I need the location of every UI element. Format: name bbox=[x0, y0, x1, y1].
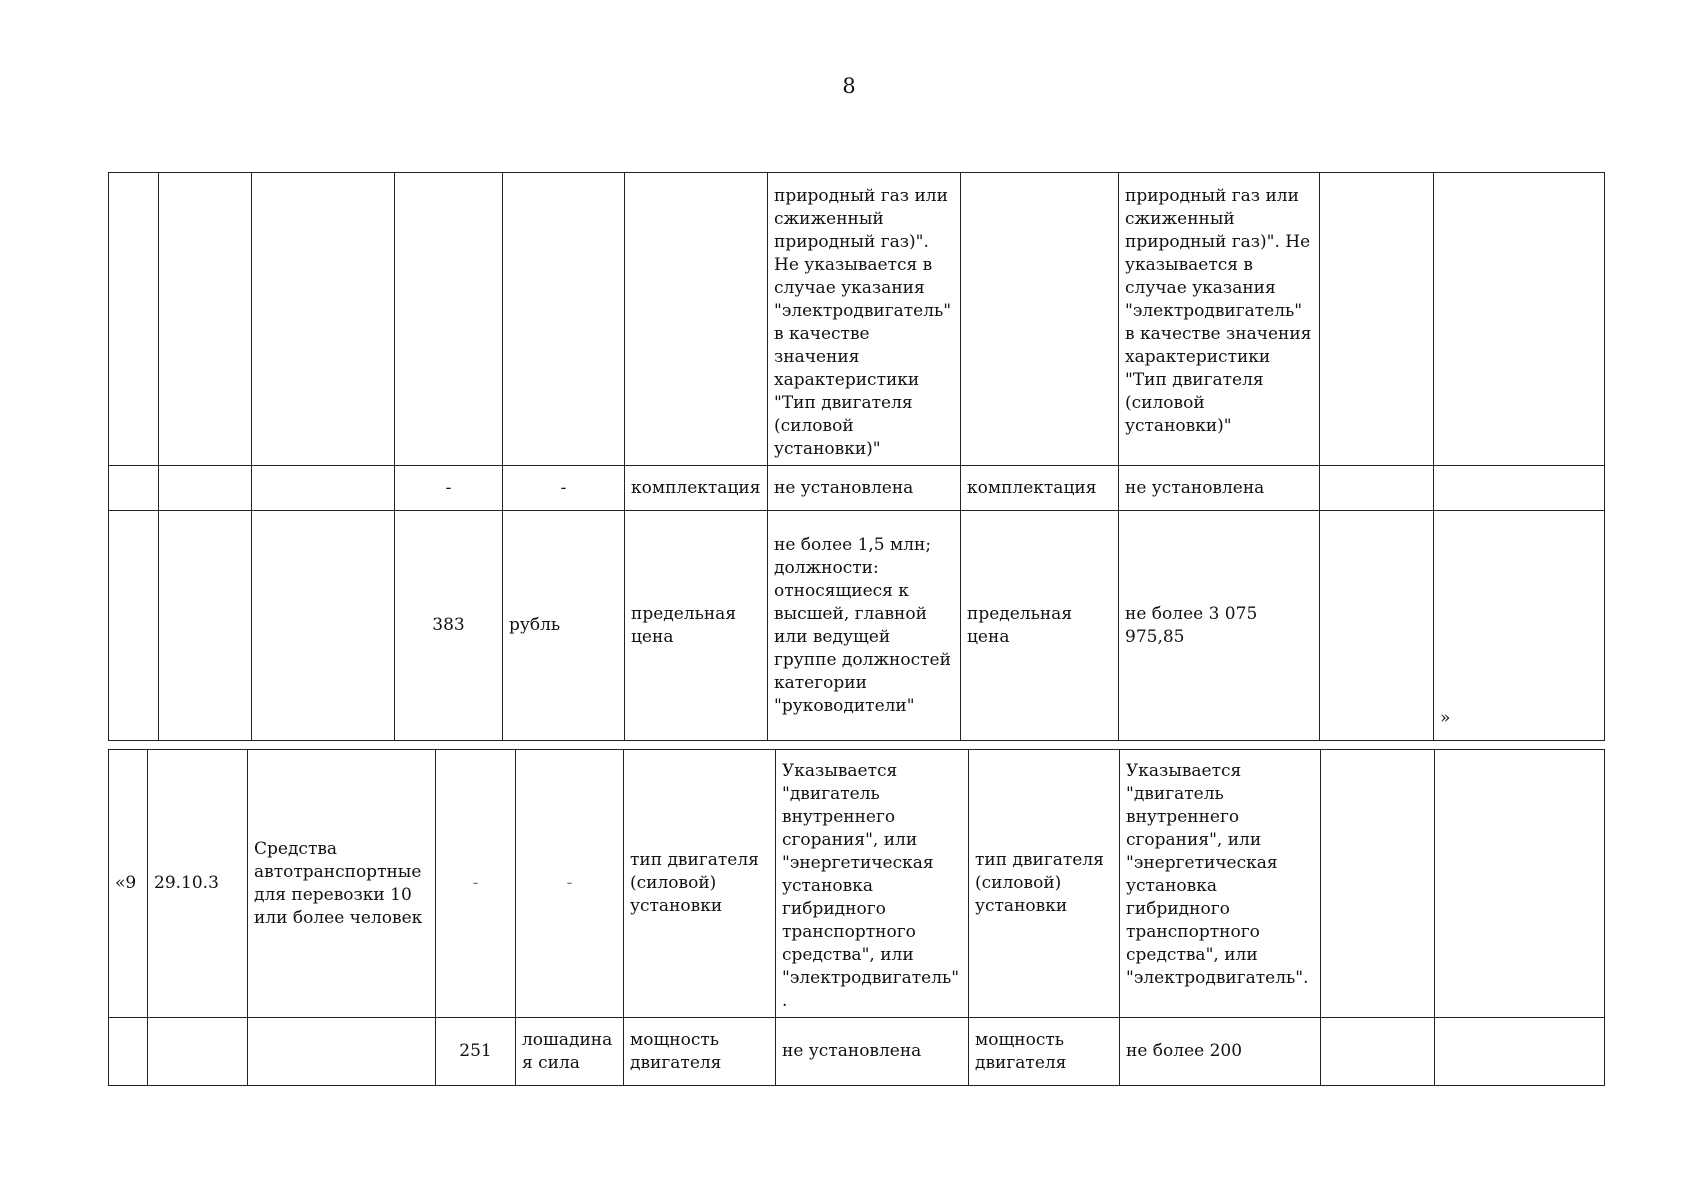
okpd-code: 29.10.3 bbox=[148, 750, 248, 1018]
table-cell bbox=[1321, 750, 1435, 1018]
table-cell: природный газ или сжиженный природный газ)". Не указывается в случае указания "электродвигатель" в качестве значения характеристики "Тип двигателя (силовой установки)" bbox=[768, 173, 961, 466]
vehicle-requirements-table-item-9 bbox=[108, 749, 1605, 1086]
table-cell bbox=[109, 1018, 148, 1086]
table-cell bbox=[1434, 466, 1605, 511]
table-row bbox=[109, 750, 1605, 1018]
table-cell: не более 1,5 млн; должности: относящиеся к высшей, главной или ведущей группе должностей категории "руководители" bbox=[768, 511, 961, 741]
table-cell: не установлена bbox=[776, 1018, 969, 1086]
table-cell: мощность двигателя bbox=[624, 1018, 776, 1086]
vehicle-requirements-table-continued bbox=[108, 172, 1605, 741]
table-cell: - bbox=[516, 750, 624, 1018]
table-cell: 251 bbox=[436, 1018, 516, 1086]
item-name: Средства автотранспортные для перевозки 10 или более человек bbox=[248, 750, 436, 1018]
table-cell: Указывается "двигатель внутреннего сгорания", или "энергетическая установка гибридного транспортного средства", или "электродвигатель". bbox=[1120, 750, 1321, 1018]
table-cell bbox=[159, 511, 252, 741]
table-cell bbox=[252, 173, 395, 466]
table-cell bbox=[252, 466, 395, 511]
table-cell: - bbox=[436, 750, 516, 1018]
table-cell: тип двигателя (силовой) установки bbox=[969, 750, 1120, 1018]
table-cell: рубль bbox=[503, 511, 625, 741]
table-cell: - bbox=[395, 466, 503, 511]
table-cell: предельная цена bbox=[961, 511, 1119, 741]
table-cell bbox=[109, 173, 159, 466]
table-cell: предельная цена bbox=[625, 511, 768, 741]
table-cell: Указывается "двигатель внутреннего сгорания", или "энергетическая установка гибридного транспортного средства", или "электродвигатель". bbox=[776, 750, 969, 1018]
table-cell bbox=[159, 173, 252, 466]
table-cell bbox=[148, 1018, 248, 1086]
page-number: 8 bbox=[842, 74, 856, 98]
table-cell bbox=[248, 1018, 436, 1086]
table-row bbox=[109, 173, 1605, 466]
closing-quote: » bbox=[1434, 511, 1605, 741]
table-cell: 383 bbox=[395, 511, 503, 741]
table-cell: не более 3 075 975,85 bbox=[1119, 511, 1320, 741]
table-cell bbox=[1434, 173, 1605, 466]
table-cell bbox=[1320, 173, 1434, 466]
table-cell bbox=[1320, 466, 1434, 511]
item-number: «9 bbox=[109, 750, 148, 1018]
table-cell: - bbox=[503, 466, 625, 511]
table-cell: мощность двигателя bbox=[969, 1018, 1120, 1086]
table-cell: лошадиная сила bbox=[516, 1018, 624, 1086]
table-cell bbox=[159, 466, 252, 511]
table-cell bbox=[252, 511, 395, 741]
table-cell: природный газ или сжиженный природный газ)". Не указывается в случае указания "электродвигатель" в качестве значения характеристики "Тип двигателя (силовой установки)" bbox=[1119, 173, 1320, 466]
table-cell: не более 200 bbox=[1120, 1018, 1321, 1086]
table-row bbox=[109, 1018, 1605, 1086]
table-cell bbox=[395, 173, 503, 466]
table-cell bbox=[961, 173, 1119, 466]
table-cell bbox=[1321, 1018, 1435, 1086]
table-cell bbox=[1435, 1018, 1605, 1086]
table-cell bbox=[503, 173, 625, 466]
table-row bbox=[109, 511, 1605, 741]
table-cell: тип двигателя (силовой) установки bbox=[624, 750, 776, 1018]
table-cell: комплектация bbox=[625, 466, 768, 511]
table-cell: не установлена bbox=[768, 466, 961, 511]
table-cell bbox=[109, 511, 159, 741]
table-cell: комплектация bbox=[961, 466, 1119, 511]
table-cell bbox=[1435, 750, 1605, 1018]
table-cell bbox=[625, 173, 768, 466]
table-row bbox=[109, 466, 1605, 511]
table-cell bbox=[1320, 511, 1434, 741]
table-cell: не установлена bbox=[1119, 466, 1320, 511]
table-cell bbox=[109, 466, 159, 511]
